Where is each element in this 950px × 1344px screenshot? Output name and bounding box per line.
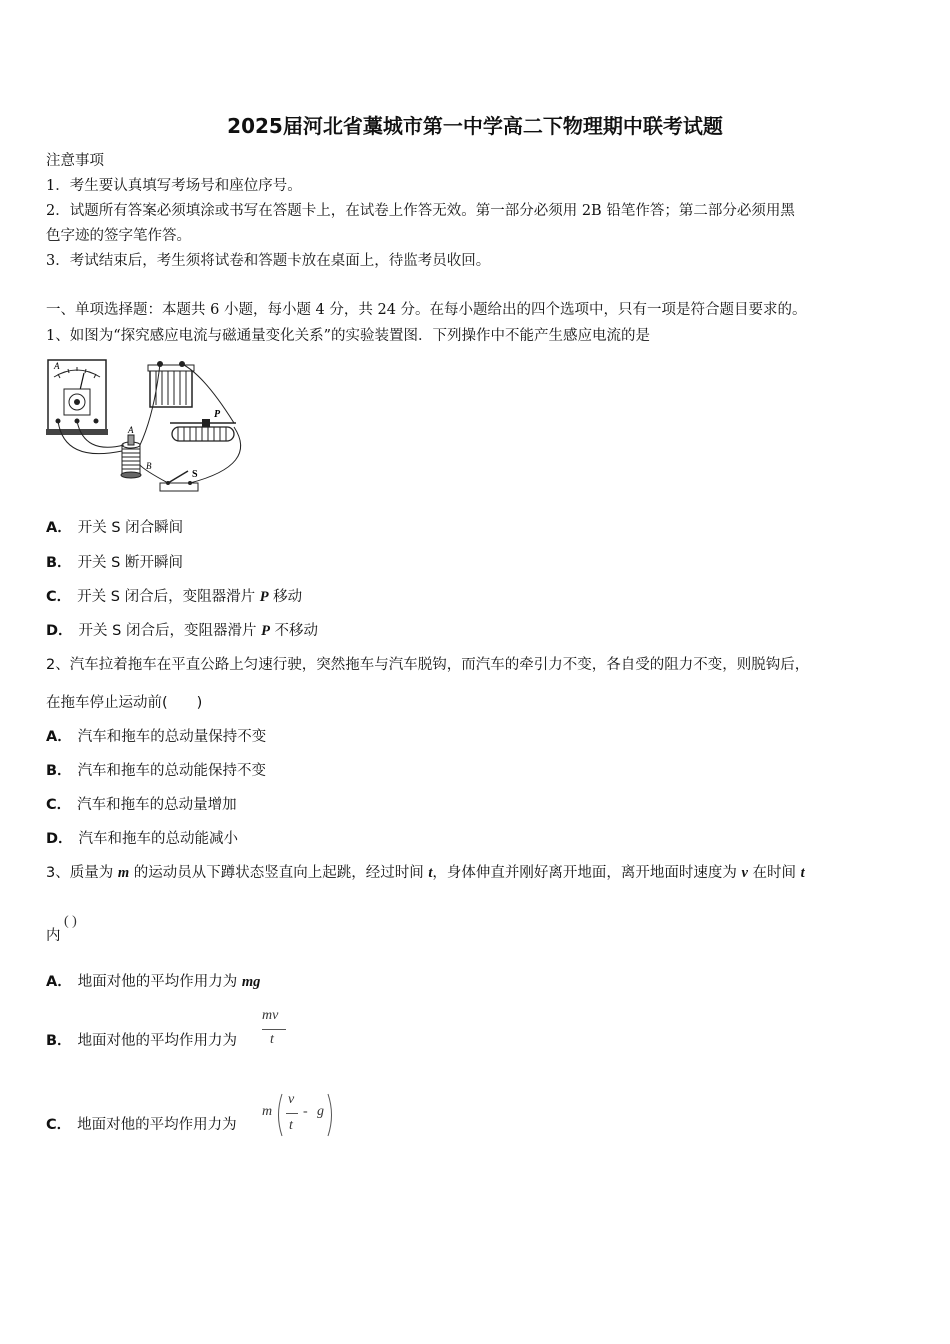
option-text: 地面对他的平均作用力为 <box>77 1117 237 1133</box>
option-text: 汽车和拖车的总动量增加 <box>77 797 237 813</box>
var-g: g <box>317 1104 324 1119</box>
fig-label-p: P <box>214 409 221 420</box>
notice-item-2: 2．试题所有答案必须填涂或书写在答题卡上，在试卷上作答无效。第一部分必须用 2B 铅笔作答；第二部分必须用黑 <box>46 203 795 219</box>
q1-option-c <box>46 587 302 607</box>
q1-stem: 1、如图为“探究感应电流与磁通量变化关系”的实验装置图．下列操作中不能产生感应电流的是 <box>46 328 651 344</box>
var-v: v <box>741 865 748 881</box>
q3-option-b <box>46 1031 237 1051</box>
q3-answer-paren: ( ) <box>64 914 77 929</box>
q3-stem-part: 的运动员从下蹲状态竖直向上起跳，经过时间 <box>129 865 429 881</box>
fig-label-b: B <box>146 461 152 471</box>
fig-label-a: A <box>128 425 134 435</box>
q1-option-b <box>46 553 183 573</box>
q3-stem-cont: 内 <box>46 928 61 944</box>
option-label: A． <box>46 974 72 990</box>
notice-item-3: 3．考试结束后，考生须将试卷和答题卡放在桌面上，待监考员收回。 <box>46 253 491 269</box>
q3-stem <box>46 863 805 883</box>
denominator: t <box>289 1118 293 1133</box>
fraction-bar <box>262 1029 286 1030</box>
expression-m-v-over-t-minus-g <box>262 1092 342 1142</box>
galvanometer <box>46 360 108 435</box>
q2-option-a <box>46 727 266 747</box>
option-text: 汽车和拖车的总动能保持不变 <box>77 763 267 779</box>
q2-option-c <box>46 795 237 815</box>
option-label: B． <box>46 555 72 571</box>
var-t: t <box>428 865 433 881</box>
q2-option-d <box>46 829 238 849</box>
q3-option-c <box>46 1115 237 1135</box>
option-label: D． <box>46 831 73 847</box>
q2-stem: 2、汽车拉着拖车在平直公路上匀速行驶，突然拖车与汽车脱钩，而汽车的牵引力不变，各自受的阻力不变，则脱钩后， <box>46 657 810 673</box>
q3-stem-part: 3、质量为 <box>46 865 118 881</box>
fig-label-s: S <box>192 469 198 480</box>
page-title: 2025届河北省藁城市第一中学高二下物理期中联考试题 <box>227 114 723 138</box>
option-label: D． <box>46 623 73 639</box>
q2-option-b <box>46 761 266 781</box>
option-label: A． <box>46 729 72 745</box>
option-text: 汽车和拖车的总动量保持不变 <box>77 729 267 745</box>
q1-option-a <box>46 518 183 538</box>
notice-heading: 注意事项 <box>46 153 104 169</box>
option-text: 开关 S 闭合后，变阻器滑片 <box>78 623 262 639</box>
numerator: mv <box>262 1008 279 1023</box>
rheostat <box>170 419 236 441</box>
option-label: B． <box>46 763 72 779</box>
option-text: 开关 S 闭合后，变阻器滑片 <box>77 589 260 605</box>
section-heading: 一、单项选择题：本题共 6 小题，每小题 4 分，共 24 分。在每小题给出的四个选项中，只有一项是符合题目要求的。 <box>46 302 807 318</box>
option-text: 汽车和拖车的总动能减小 <box>78 831 239 847</box>
option-text: 地面对他的平均作用力为 <box>77 1033 238 1049</box>
option-label: C． <box>46 797 72 813</box>
notice-item-1: 1．考生要认真填写考场号和座位序号。 <box>46 178 302 194</box>
option-text-end: 移动 <box>268 589 303 605</box>
var-p: P <box>261 623 270 639</box>
q3-stem-part: ，身体伸直并刚好离开地面，离开地面时速度为 <box>432 865 742 881</box>
coil <box>121 435 141 478</box>
q2-stem-cont: 在拖车停止运动前( ) <box>46 695 203 711</box>
notice-item-2-cont: 色字迹的签字笔作答。 <box>46 228 191 244</box>
left-paren <box>274 1092 284 1138</box>
q3-option-a <box>46 972 260 992</box>
option-text-end: 不移动 <box>269 623 319 639</box>
option-label: A． <box>46 520 72 536</box>
var-p: P <box>259 589 269 605</box>
expr-mg: mg <box>241 974 261 990</box>
denominator: t <box>270 1032 274 1047</box>
option-text: 开关 S 断开瞬间 <box>77 555 183 571</box>
option-text: 地面对他的平均作用力为 <box>77 974 242 990</box>
right-paren <box>326 1092 336 1138</box>
q1-option-d <box>46 621 318 641</box>
q3-stem-part: 在时间 <box>747 865 801 881</box>
option-text: 开关 S 闭合瞬间 <box>77 520 184 536</box>
coef-m: m <box>262 1104 273 1119</box>
option-label: C． <box>46 1117 72 1133</box>
minus-sign: - <box>303 1104 308 1119</box>
fraction-bar <box>286 1113 298 1114</box>
battery <box>148 361 194 407</box>
option-label: B． <box>46 1033 72 1049</box>
numerator: v <box>288 1092 295 1107</box>
var-m: m <box>117 865 130 881</box>
fraction-mv-over-t <box>262 1008 288 1054</box>
q1-apparatus-figure <box>44 355 254 500</box>
var-t: t <box>800 865 805 881</box>
option-label: C． <box>46 589 72 605</box>
fig-label-a-meter: A <box>54 361 60 371</box>
